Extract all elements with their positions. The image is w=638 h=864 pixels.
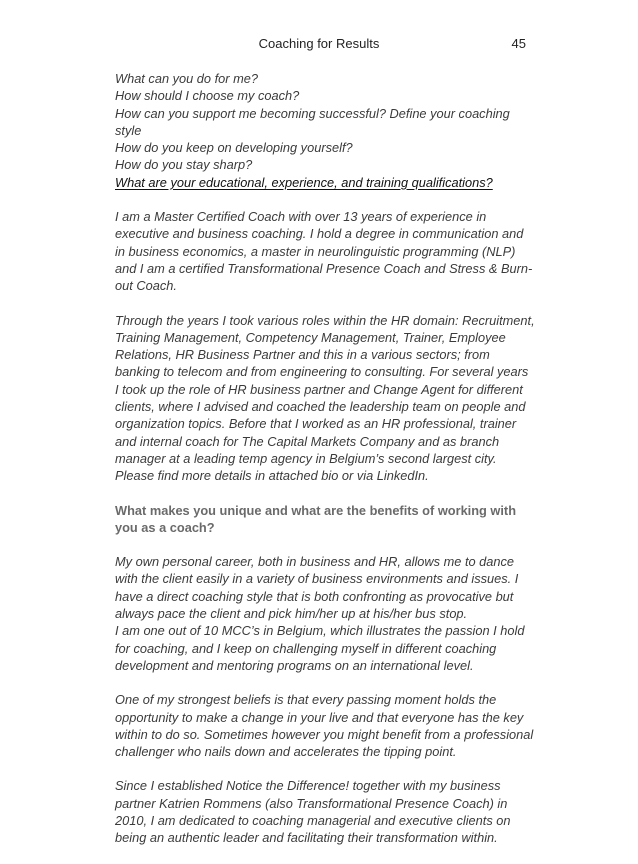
answer-hr-experience bbox=[115, 312, 535, 485]
question-5: How do you stay sharp? bbox=[115, 157, 253, 173]
highlighted-question: What are your educational, experience, and training qualifications? bbox=[115, 174, 493, 190]
answer-mcc-text: I am one out of 10 MCC’s in Belgium, which illustrates the passion I hold for coaching, and I keep on challenging myself in different coaching development and mentoring programs on an international level. bbox=[115, 623, 525, 673]
section-heading-unique: What makes you unique and what are the benefits of working with you as a coach? bbox=[115, 502, 517, 535]
document-title: Coaching for Results bbox=[258, 36, 380, 51]
question-2: How should I choose my coach? bbox=[115, 88, 300, 104]
bio-linkedin-reference: Please find more details in attached bio or via LinkedIn. bbox=[115, 468, 429, 484]
answer-coaching-style bbox=[115, 553, 535, 674]
answer-qualifications: I am a Master Certified Coach with over 13 years of experience in executive and business coaching. I hold a degree in communication and in business economics, a master in neurolinguistic programming (NLP) and I am a certified Transformational Presence Coach and Stress & Burn-out Coach. bbox=[115, 209, 533, 294]
question-1: What can you do for me? bbox=[115, 71, 258, 86]
answer-hr-experience-text: Through the years I took various roles within the HR domain: Recruitment, Training Management, Competency Management, Trainer, Employee Relations, HR Business Partner and this in a various sectors; from banking to telecom and from engineering to consulting. For several years I took up the role of HR business partner and Change Agent for different clients, where I advised and coached the leadership team on people and organization topics. Before that I worked as an HR professional, trainer and internal coach for The Capital Markets Company and as branch manager at a leading temp agency in Belgium’s second largest city. bbox=[115, 312, 535, 466]
question-4: How do you keep on developing yourself? bbox=[115, 140, 353, 156]
answer-coaching-style-text: My own personal career, both in business and HR, allows me to dance with the client easily in a variety of business environments and issues. I have a direct coaching style that is both confronting as provocative but always pace the client and pick him/her up at his/her bus stop. bbox=[115, 554, 519, 622]
answer-notice-the-difference: Since I established Notice the Difference! together with my business partner Katrien Rommens (also Transformational Presence Coach) in 2010, I am dedicated to coaching managerial and executive clients on being an authentic leader and facilitating their transformation within. bbox=[115, 778, 511, 846]
page-number: 45 bbox=[511, 36, 526, 51]
page-body bbox=[115, 70, 535, 864]
answer-beliefs: One of my strongest beliefs is that every passing moment holds the opportunity to make a change in your live and that everyone has the key within to do so. Sometimes however you might benefit from a professional challenger who nails down and accelerates the tipping point. bbox=[115, 692, 534, 760]
question-3: How can you support me becoming successful? Define your coaching style bbox=[115, 105, 510, 138]
page-header bbox=[0, 36, 638, 54]
